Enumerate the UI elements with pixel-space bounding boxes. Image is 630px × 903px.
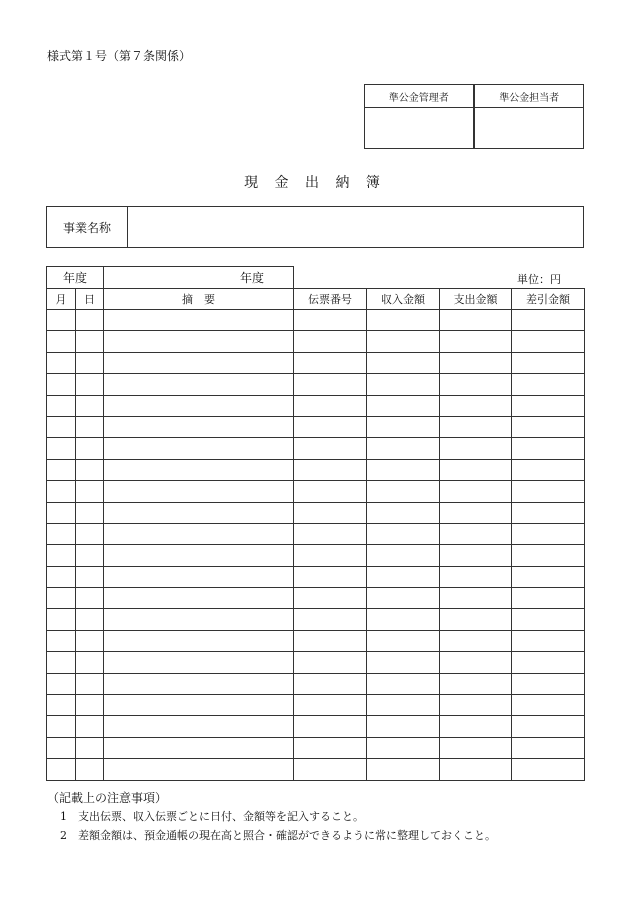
- cell-income[interactable]: [367, 609, 440, 630]
- cell-income[interactable]: [367, 716, 440, 737]
- cell-day[interactable]: [76, 481, 104, 502]
- cell-income[interactable]: [367, 395, 440, 416]
- cell-day[interactable]: [76, 545, 104, 566]
- cell-day[interactable]: [76, 737, 104, 758]
- cell-description[interactable]: [104, 588, 294, 609]
- document-title: 現 金 出 納 簿: [244, 175, 386, 191]
- cell-day[interactable]: [76, 588, 104, 609]
- cell-expense[interactable]: [440, 352, 512, 373]
- cell-description[interactable]: [104, 459, 294, 480]
- cell-income[interactable]: [367, 374, 440, 395]
- note-text: 支出伝票、収入伝票ごとに日付、金額等を記入すること。: [78, 810, 364, 823]
- cell-expense[interactable]: [440, 566, 512, 587]
- cell-expense[interactable]: [440, 759, 512, 780]
- cell-slip-number[interactable]: [294, 609, 367, 630]
- cell-description[interactable]: [104, 695, 294, 716]
- fiscal-year-field[interactable]: 年度: [104, 267, 294, 289]
- cell-description[interactable]: [104, 502, 294, 523]
- cell-balance[interactable]: [512, 695, 585, 716]
- cell-month[interactable]: [47, 459, 76, 480]
- cell-expense[interactable]: [440, 438, 512, 459]
- fiscal-year-box: [46, 266, 294, 289]
- cell-day[interactable]: [76, 759, 104, 780]
- table-row: [47, 588, 585, 609]
- cell-slip-number[interactable]: [294, 759, 367, 780]
- table-row: [47, 566, 585, 587]
- cash-ledger-table: [46, 288, 585, 781]
- cell-expense[interactable]: [440, 737, 512, 758]
- cell-description[interactable]: [104, 416, 294, 437]
- cell-slip-number[interactable]: [294, 352, 367, 373]
- cell-description[interactable]: [104, 566, 294, 587]
- cell-balance[interactable]: [512, 502, 585, 523]
- cell-description[interactable]: [104, 395, 294, 416]
- header-expense: 支出金額: [440, 289, 512, 310]
- cell-slip-number[interactable]: [294, 416, 367, 437]
- cell-income[interactable]: [367, 438, 440, 459]
- unit-label: 単位：円: [517, 273, 561, 286]
- cell-expense[interactable]: [440, 545, 512, 566]
- cell-income[interactable]: [367, 502, 440, 523]
- cell-description[interactable]: [104, 352, 294, 373]
- cell-expense[interactable]: [440, 588, 512, 609]
- cell-income[interactable]: [367, 630, 440, 651]
- cell-month[interactable]: [47, 481, 76, 502]
- cell-expense[interactable]: [440, 673, 512, 694]
- cell-month[interactable]: [47, 588, 76, 609]
- cell-month[interactable]: [47, 416, 76, 437]
- staff-seal-cell[interactable]: [475, 108, 584, 149]
- table-row: [47, 438, 585, 459]
- table-row: [47, 502, 585, 523]
- cell-description[interactable]: [104, 716, 294, 737]
- table-row: [47, 737, 585, 758]
- cell-description[interactable]: [104, 374, 294, 395]
- cell-expense[interactable]: [440, 374, 512, 395]
- cell-expense[interactable]: [440, 716, 512, 737]
- cell-slip-number[interactable]: [294, 523, 367, 544]
- cell-expense[interactable]: [440, 310, 512, 331]
- cell-day[interactable]: [76, 416, 104, 437]
- cell-day[interactable]: [76, 609, 104, 630]
- cell-day[interactable]: [76, 352, 104, 373]
- cell-income[interactable]: [367, 481, 440, 502]
- cell-expense[interactable]: [440, 331, 512, 352]
- cell-day[interactable]: [76, 374, 104, 395]
- cell-balance[interactable]: [512, 609, 585, 630]
- cell-balance[interactable]: [512, 630, 585, 651]
- table-row: [47, 395, 585, 416]
- cell-slip-number[interactable]: [294, 716, 367, 737]
- cell-description[interactable]: [104, 673, 294, 694]
- cell-slip-number[interactable]: [294, 588, 367, 609]
- cell-slip-number[interactable]: [294, 652, 367, 673]
- cell-day[interactable]: [76, 438, 104, 459]
- cell-expense[interactable]: [440, 609, 512, 630]
- cell-expense[interactable]: [440, 416, 512, 437]
- table-row: [47, 652, 585, 673]
- table-row: [47, 331, 585, 352]
- table-row: [47, 310, 585, 331]
- cell-balance[interactable]: [512, 416, 585, 437]
- cell-month[interactable]: [47, 310, 76, 331]
- cell-slip-number[interactable]: [294, 502, 367, 523]
- cell-month[interactable]: [47, 695, 76, 716]
- cell-balance[interactable]: [512, 481, 585, 502]
- cell-income[interactable]: [367, 545, 440, 566]
- table-row: [47, 416, 585, 437]
- cell-month[interactable]: [47, 716, 76, 737]
- cell-balance[interactable]: [512, 652, 585, 673]
- cell-description[interactable]: [104, 737, 294, 758]
- manager-seal-cell[interactable]: [365, 108, 474, 149]
- cell-month[interactable]: [47, 331, 76, 352]
- header-day: 日: [76, 289, 104, 310]
- cell-income[interactable]: [367, 759, 440, 780]
- cell-description[interactable]: [104, 609, 294, 630]
- cell-day[interactable]: [76, 310, 104, 331]
- cell-description[interactable]: [104, 331, 294, 352]
- cell-balance[interactable]: [512, 310, 585, 331]
- cell-balance[interactable]: [512, 588, 585, 609]
- table-row: [47, 374, 585, 395]
- table-row: [47, 695, 585, 716]
- cell-slip-number[interactable]: [294, 459, 367, 480]
- cell-balance[interactable]: [512, 759, 585, 780]
- cell-balance[interactable]: [512, 716, 585, 737]
- table-row: [47, 630, 585, 651]
- cell-month[interactable]: [47, 566, 76, 587]
- approval-box: [364, 84, 584, 149]
- notes-heading: （記載上の注意事項）: [47, 791, 168, 805]
- cell-slip-number[interactable]: [294, 438, 367, 459]
- staff-label: 準公金担当者: [475, 85, 584, 108]
- cell-month[interactable]: [47, 545, 76, 566]
- business-name-label: 事業名称: [47, 207, 128, 248]
- cell-balance[interactable]: [512, 331, 585, 352]
- table-row: [47, 523, 585, 544]
- header-description: 摘 要: [104, 289, 294, 310]
- cell-description[interactable]: [104, 523, 294, 544]
- cell-slip-number[interactable]: [294, 545, 367, 566]
- cell-day[interactable]: [76, 502, 104, 523]
- cell-slip-number[interactable]: [294, 374, 367, 395]
- table-row: [47, 609, 585, 630]
- cell-slip-number[interactable]: [294, 481, 367, 502]
- business-name-box: [46, 206, 584, 248]
- header-month: 月: [47, 289, 76, 310]
- cell-day[interactable]: [76, 523, 104, 544]
- cell-description[interactable]: [104, 310, 294, 331]
- cell-expense[interactable]: [440, 481, 512, 502]
- cell-slip-number[interactable]: [294, 737, 367, 758]
- cell-balance[interactable]: [512, 459, 585, 480]
- cell-description[interactable]: [104, 652, 294, 673]
- cell-income[interactable]: [367, 588, 440, 609]
- table-row: [47, 759, 585, 780]
- cell-day[interactable]: [76, 395, 104, 416]
- cell-day[interactable]: [76, 716, 104, 737]
- cell-description[interactable]: [104, 545, 294, 566]
- table-row: [47, 481, 585, 502]
- cell-balance[interactable]: [512, 374, 585, 395]
- note-item-1: [60, 808, 364, 824]
- cell-income[interactable]: [367, 352, 440, 373]
- cell-month[interactable]: [47, 502, 76, 523]
- cell-slip-number[interactable]: [294, 566, 367, 587]
- cell-description[interactable]: [104, 630, 294, 651]
- ledger-header-row: [47, 289, 585, 310]
- cell-month[interactable]: [47, 673, 76, 694]
- cell-income[interactable]: [367, 310, 440, 331]
- cell-month[interactable]: [47, 438, 76, 459]
- cell-expense[interactable]: [440, 459, 512, 480]
- cell-month[interactable]: [47, 374, 76, 395]
- cell-income[interactable]: [367, 459, 440, 480]
- cell-day[interactable]: [76, 331, 104, 352]
- fiscal-year-label: 年度: [47, 267, 104, 289]
- cell-income[interactable]: [367, 673, 440, 694]
- cell-day[interactable]: [76, 630, 104, 651]
- cell-slip-number[interactable]: [294, 695, 367, 716]
- cell-expense[interactable]: [440, 652, 512, 673]
- form-number: 様式第１号（第７条関係）: [47, 49, 192, 63]
- cell-expense[interactable]: [440, 695, 512, 716]
- cell-month[interactable]: [47, 523, 76, 544]
- cell-day[interactable]: [76, 652, 104, 673]
- cell-month[interactable]: [47, 395, 76, 416]
- cell-balance[interactable]: [512, 545, 585, 566]
- cell-expense[interactable]: [440, 502, 512, 523]
- table-row: [47, 352, 585, 373]
- table-row: [47, 716, 585, 737]
- cell-income[interactable]: [367, 523, 440, 544]
- note-item-2: [60, 827, 496, 843]
- cell-balance[interactable]: [512, 438, 585, 459]
- cell-expense[interactable]: [440, 630, 512, 651]
- cell-description[interactable]: [104, 438, 294, 459]
- cell-balance[interactable]: [512, 395, 585, 416]
- cell-balance[interactable]: [512, 523, 585, 544]
- cell-slip-number[interactable]: [294, 673, 367, 694]
- cell-day[interactable]: [76, 459, 104, 480]
- cell-expense[interactable]: [440, 395, 512, 416]
- table-row: [47, 459, 585, 480]
- cell-month[interactable]: [47, 630, 76, 651]
- cell-expense[interactable]: [440, 523, 512, 544]
- header-slip-number: 伝票番号: [294, 289, 367, 310]
- cell-description[interactable]: [104, 481, 294, 502]
- cell-slip-number[interactable]: [294, 310, 367, 331]
- cell-balance[interactable]: [512, 566, 585, 587]
- cell-slip-number[interactable]: [294, 395, 367, 416]
- note-text: 差額金額は、預金通帳の現在高と照合・確認ができるように常に整理しておくこと。: [78, 829, 496, 842]
- cell-balance[interactable]: [512, 737, 585, 758]
- cell-slip-number[interactable]: [294, 331, 367, 352]
- cell-balance[interactable]: [512, 673, 585, 694]
- cell-income[interactable]: [367, 652, 440, 673]
- header-income: 収入金額: [367, 289, 440, 310]
- ledger-body: [47, 310, 585, 781]
- business-name-field[interactable]: [128, 207, 584, 248]
- cell-income[interactable]: [367, 331, 440, 352]
- cell-slip-number[interactable]: [294, 630, 367, 651]
- manager-label: 準公金管理者: [365, 85, 474, 108]
- cell-income[interactable]: [367, 737, 440, 758]
- cell-day[interactable]: [76, 673, 104, 694]
- cell-month[interactable]: [47, 609, 76, 630]
- cell-month[interactable]: [47, 737, 76, 758]
- header-balance: 差引金額: [512, 289, 585, 310]
- cell-income[interactable]: [367, 695, 440, 716]
- note-number: 2: [60, 829, 67, 842]
- cell-income[interactable]: [367, 566, 440, 587]
- cell-description[interactable]: [104, 759, 294, 780]
- table-row: [47, 673, 585, 694]
- cell-balance[interactable]: [512, 352, 585, 373]
- cell-day[interactable]: [76, 566, 104, 587]
- cell-month[interactable]: [47, 352, 76, 373]
- cell-day[interactable]: [76, 695, 104, 716]
- note-number: 1: [60, 810, 67, 823]
- cell-month[interactable]: [47, 652, 76, 673]
- cell-income[interactable]: [367, 416, 440, 437]
- table-row: [47, 545, 585, 566]
- cell-month[interactable]: [47, 759, 76, 780]
